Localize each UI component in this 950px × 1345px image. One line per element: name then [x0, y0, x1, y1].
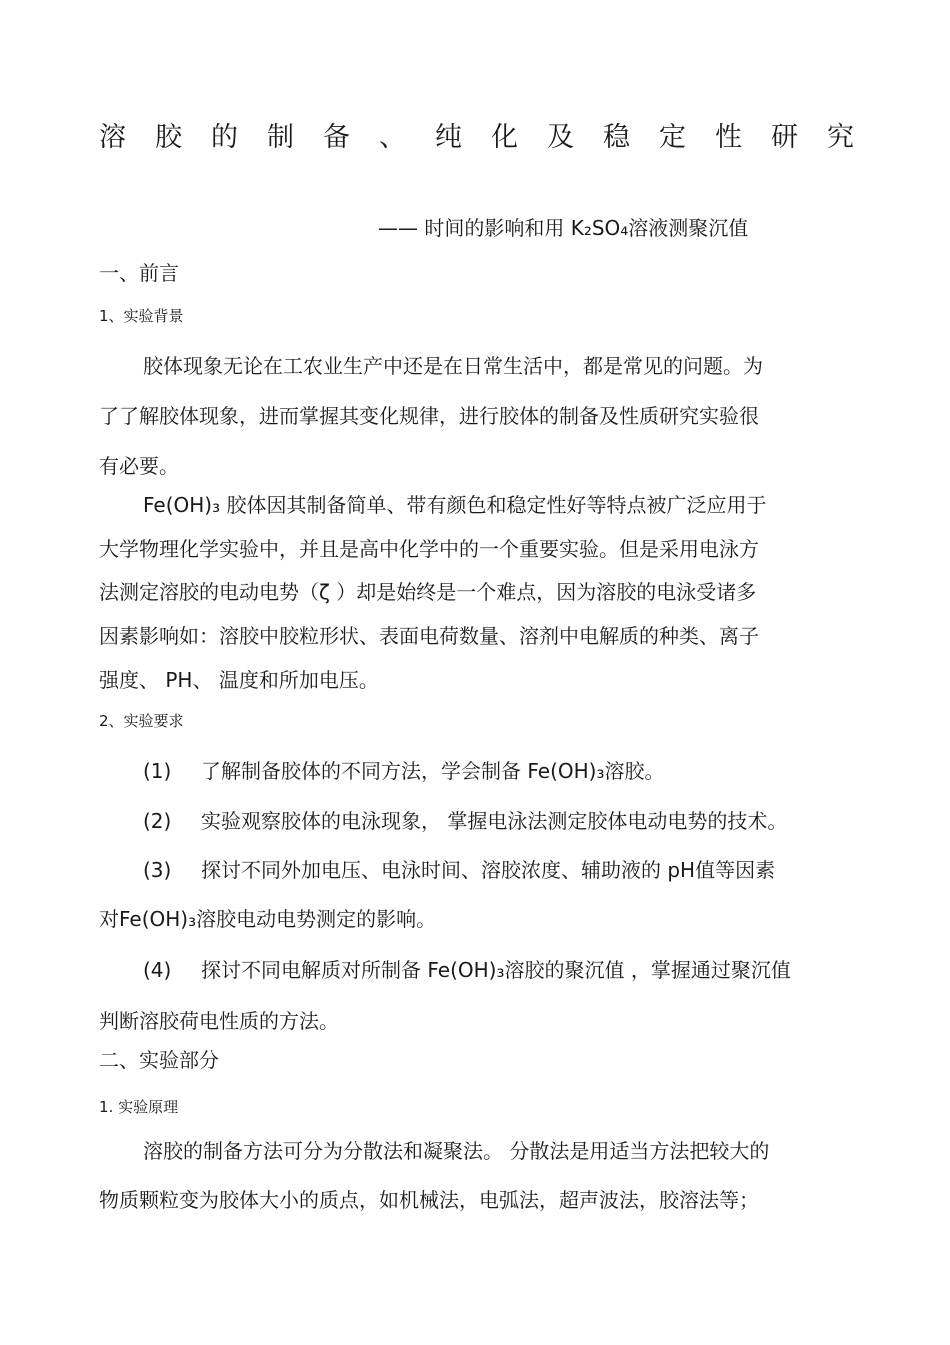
subsection-heading-requirements: 2、实验要求: [99, 712, 184, 730]
requirement-number: (1): [143, 759, 172, 783]
paragraph-line: 大学物理化学实验中，并且是高中化学中的一个重要实验。但是采用电泳方: [99, 537, 759, 561]
paragraph-line: 了了解胶体现象，进而掌握其变化规律，进行胶体的制备及性质研究实验很: [99, 404, 759, 428]
requirement-text: 探讨不同外加电压、电泳时间、溶胶浓度、辅助液的 pH值等因素: [201, 858, 776, 882]
subsection-heading-principle: 1. 实验原理: [99, 1098, 179, 1116]
section-heading-preface: 一、前言: [99, 261, 179, 285]
paragraph-line: 溶胶的制备方法可分为分散法和凝聚法。 分散法是用适当方法把较大的: [143, 1139, 770, 1163]
document-title: 溶胶的制备、纯化及稳定性研究: [99, 122, 883, 153]
paragraph-line: 胶体现象无论在工农业生产中还是在日常生活中，都是常见的问题。为: [143, 354, 763, 378]
requirement-text: 实验观察胶体的电泳现象， 掌握电泳法测定胶体电动电势的技术。: [201, 809, 788, 833]
requirement-item: [143, 855, 873, 885]
paragraph-line: 强度、 PH、 温度和所加电压。: [99, 668, 379, 692]
paragraph-line: 法测定溶胶的电动电势（ζ ）却是始终是一个难点，因为溶胶的电泳受诸多: [99, 580, 757, 604]
subsection-heading-background: 1、实验背景: [99, 307, 184, 325]
requirement-item: [143, 806, 873, 836]
requirement-item: [143, 955, 873, 985]
requirement-number: (3): [143, 858, 172, 882]
requirement-text: 了解制备胶体的不同方法，学会制备 Fe(OH)₃溶胶。: [201, 759, 665, 783]
paragraph-line: 物质颗粒变为胶体大小的质点，如机械法，电弧法，超声波法，胶溶法等；: [99, 1188, 759, 1212]
paragraph-line: 有必要。: [99, 454, 179, 478]
document-subtitle: —— 时间的影响和用 K₂SO₄溶液测聚沉值: [378, 216, 749, 240]
requirement-continuation: 对Fe(OH)₃溶胶电动电势测定的影响。: [99, 907, 437, 931]
section-heading-experiment: 二、实验部分: [99, 1048, 219, 1072]
requirement-number: (2): [143, 809, 172, 833]
paragraph-line: 因素影响如：溶胶中胶粒形状、表面电荷数量、溶剂中电解质的种类、离子: [99, 624, 759, 648]
requirement-text: 探讨不同电解质对所制备 Fe(OH)₃溶胶的聚沉值 ，掌握通过聚沉值: [201, 958, 791, 982]
paragraph-line: Fe(OH)₃ 胶体因其制备简单、带有颜色和稳定性好等特点被广泛应用于: [143, 493, 767, 517]
requirement-continuation: 判断溶胶荷电性质的方法。: [99, 1009, 339, 1033]
requirement-item: [143, 756, 873, 786]
requirement-number: (4): [143, 958, 172, 982]
